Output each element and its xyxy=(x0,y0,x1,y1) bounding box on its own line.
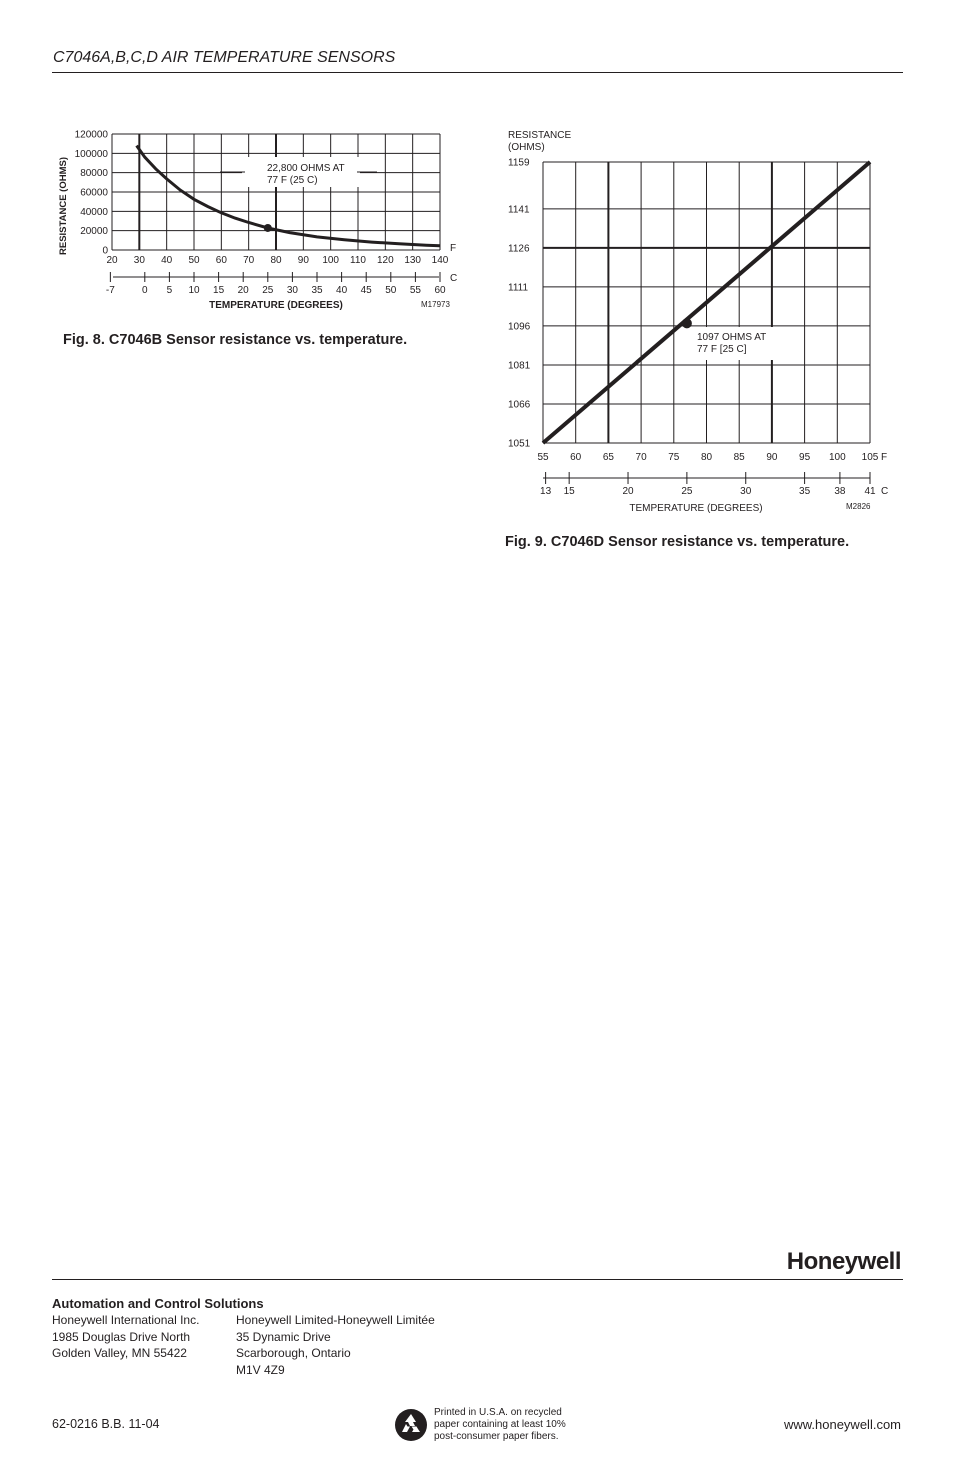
y-tick-label: 100000 xyxy=(74,148,108,160)
address-canada xyxy=(236,1312,435,1378)
page-header-title: C7046A,B,C,D AIR TEMPERATURE SENSORS xyxy=(53,49,396,66)
unit-c-label: C xyxy=(881,486,889,497)
x-tick-label-f: 100 xyxy=(322,255,340,266)
x-tick-label-f: 60 xyxy=(570,452,582,463)
x-tick-label-c: 45 xyxy=(360,285,372,296)
recycled-paper-notice xyxy=(434,1407,566,1443)
recycle-icon xyxy=(394,1408,428,1447)
recycled-line: post-consumer paper fibers. xyxy=(434,1431,559,1442)
y-tick-label: 1111 xyxy=(508,282,529,294)
address-line: M1V 4Z9 xyxy=(236,1362,285,1377)
x-tick-label-c: 0 xyxy=(142,285,148,296)
recycled-line: paper containing at least 10% xyxy=(434,1419,566,1430)
y-tick-label: 1141 xyxy=(508,204,530,216)
unit-f-label: F xyxy=(881,452,888,463)
y-axis-title: RESISTANCE xyxy=(508,130,572,141)
x-tick-label-f: 50 xyxy=(188,255,200,266)
y-tick-label: 1096 xyxy=(508,321,531,333)
x-tick-label-f: 30 xyxy=(133,255,145,266)
x-tick-label-c: 10 xyxy=(188,285,200,296)
y-tick-label: 0 xyxy=(102,245,108,257)
x-tick-label-f: 110 xyxy=(350,255,366,266)
annotation-text: 22,800 OHMS AT xyxy=(267,163,345,174)
x-tick-label-c: 50 xyxy=(385,285,397,296)
x-tick-label-f: 80 xyxy=(270,255,282,266)
x-tick-label-f: 95 xyxy=(799,452,811,463)
x-tick-label-c: 15 xyxy=(213,285,225,296)
x-tick-label-f: 70 xyxy=(243,255,255,266)
y-axis-title: RESISTANCE (OHMS) xyxy=(58,157,69,255)
x-tick-label-c: 55 xyxy=(409,285,421,296)
x-tick-label-f: 130 xyxy=(404,255,422,266)
x-tick-label-c: 40 xyxy=(336,285,348,296)
annotation-text: 1097 OHMS AT xyxy=(697,332,767,343)
y-tick-label: 60000 xyxy=(80,187,108,199)
x-tick-label-f: 20 xyxy=(106,255,118,266)
address-line: 1985 Douglas Drive North xyxy=(52,1329,191,1344)
y-tick-label: 1159 xyxy=(508,157,530,169)
y-tick-label: 1066 xyxy=(508,399,531,411)
footer-rule xyxy=(52,1279,903,1280)
y-tick-label: 40000 xyxy=(80,206,108,218)
x-tick-label-c: 25 xyxy=(262,285,274,296)
x-tick-label-f: 40 xyxy=(161,255,173,266)
x-tick-label-f: 90 xyxy=(766,452,778,463)
address-line: Scarborough, Ontario xyxy=(236,1346,351,1360)
x-tick-label-f: 140 xyxy=(431,255,449,266)
figure-code: M2826 xyxy=(846,502,871,511)
unit-f-label: F xyxy=(450,243,457,254)
figure-code: M17973 xyxy=(421,300,450,309)
x-tick-label-c: 13 xyxy=(540,486,552,497)
x-tick-label-f: 85 xyxy=(733,452,745,463)
x-tick-label-c: 15 xyxy=(563,486,575,497)
y-tick-label: 1126 xyxy=(508,243,530,255)
recycled-line: Printed in U.S.A. on recycled xyxy=(434,1407,562,1418)
address-us xyxy=(52,1312,199,1362)
website-link[interactable]: www.honeywell.com xyxy=(783,1417,901,1432)
x-tick-label-c: 41 xyxy=(864,486,876,497)
address-line: 35 Dynamic Drive xyxy=(236,1329,331,1344)
x-tick-label-c: 35 xyxy=(311,285,323,296)
address-line: Honeywell Limited-Honeywell Limitée xyxy=(236,1313,435,1327)
y-tick-label: 80000 xyxy=(80,168,108,180)
x-tick-label-c: 30 xyxy=(286,285,298,296)
fig9-chart xyxy=(500,124,900,524)
document-number: 62-0216 B.B. 11-04 xyxy=(52,1417,160,1431)
data-point-marker xyxy=(264,224,272,232)
x-tick-label-c: 60 xyxy=(434,285,446,296)
fig9-caption: Fig. 9. C7046D Sensor resistance vs. temperature. xyxy=(505,534,850,550)
annotation-text: 77 F [25 C] xyxy=(697,344,747,355)
address-line: Golden Valley, MN 55422 xyxy=(52,1346,187,1360)
address-line: Honeywell International Inc. xyxy=(52,1313,200,1327)
x-tick-label-f: 70 xyxy=(635,452,647,463)
y-tick-label: 1081 xyxy=(508,360,531,372)
x-tick-label-f: 100 xyxy=(828,452,846,463)
header-rule xyxy=(52,72,903,73)
x-tick-label-c: 25 xyxy=(681,486,693,497)
x-tick-label-f: 55 xyxy=(537,452,549,463)
x-tick-label-f: 65 xyxy=(602,452,614,463)
x-tick-label-f: 80 xyxy=(700,452,713,463)
annotation-text: 77 F (25 C) xyxy=(267,175,318,186)
x-tick-label-f: 120 xyxy=(376,255,394,266)
x-tick-label-c: 20 xyxy=(237,285,249,296)
x-tick-label-c: 35 xyxy=(799,486,811,497)
x-axis-title: TEMPERATURE (DEGREES) xyxy=(209,300,343,311)
honeywell-logo: Honeywell xyxy=(786,1248,901,1275)
data-point-marker xyxy=(682,318,692,328)
x-tick-label-f: 60 xyxy=(215,255,227,266)
y-axis-title: (OHMS) xyxy=(508,142,545,153)
x-axis-title: TEMPERATURE (DEGREES) xyxy=(629,503,763,514)
x-tick-label-c: -7 xyxy=(105,285,115,296)
x-tick-label-c: 38 xyxy=(834,486,846,497)
x-tick-label-c: 30 xyxy=(740,486,752,497)
y-tick-label: 20000 xyxy=(80,226,108,238)
x-tick-label-f: 75 xyxy=(668,452,680,463)
x-tick-label-f: 105 xyxy=(861,452,879,463)
x-tick-label-f: 90 xyxy=(297,255,309,266)
fig8-chart xyxy=(52,124,472,319)
unit-c-label: C xyxy=(450,273,458,284)
fig8-caption: Fig. 8. C7046B Sensor resistance vs. temperature. xyxy=(63,332,408,348)
division-name: Automation and Control Solutions xyxy=(52,1296,264,1311)
x-tick-label-c: 5 xyxy=(166,285,173,296)
y-tick-label: 120000 xyxy=(74,129,108,141)
x-tick-label-c: 20 xyxy=(622,486,634,497)
y-tick-label: 1051 xyxy=(508,438,531,450)
